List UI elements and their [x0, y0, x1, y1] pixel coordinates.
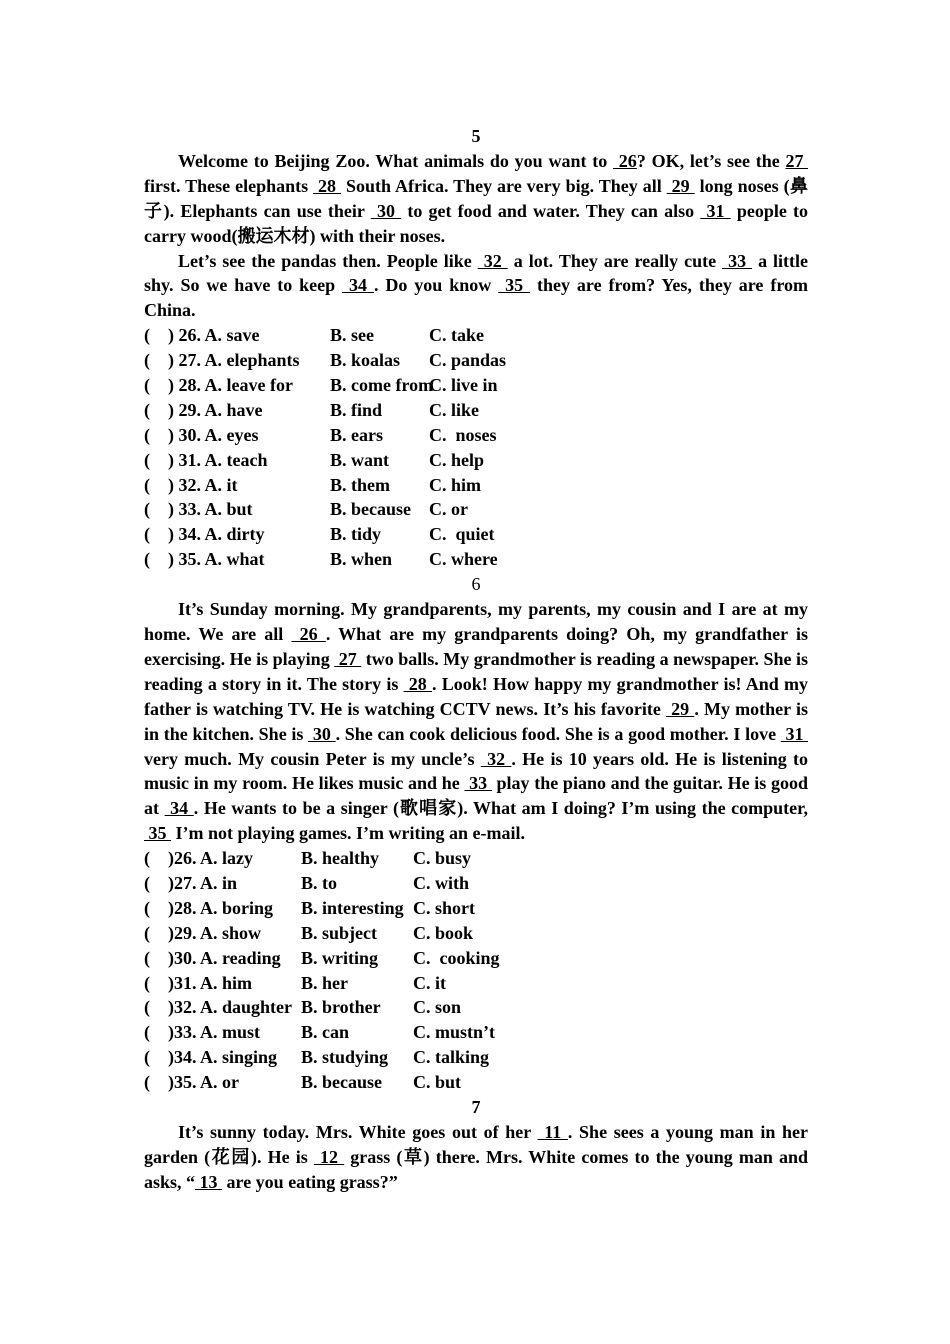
option-b: B. because [330, 499, 411, 520]
question-stem: ( )35. A. or [144, 1072, 239, 1093]
option-b: B. healthy [301, 848, 380, 869]
worksheet-page [144, 124, 808, 1195]
option-c: C. mustn’t [413, 1022, 496, 1043]
blank-number: 13 [195, 1171, 223, 1192]
passage-text: . She sees a young man in her garden (花园). He is [144, 1121, 808, 1167]
blank-number: 26 [613, 150, 637, 171]
option-c: C. like [429, 399, 480, 420]
passage-text: Welcome to Beijing Zoo. What animals do you want to [178, 150, 614, 171]
question-stem: ( ) 30. A. eyes [144, 424, 259, 445]
question-stem: ( ) 28. A. leave for [144, 375, 293, 396]
option-c: C. quiet [429, 524, 495, 545]
question-stem: ( ) 35. A. what [144, 549, 265, 570]
blank-number: 30 [370, 200, 402, 221]
passage-text: . Look! How happy my grandmother is! And my father is watching TV. He is watching CCTV news. It’s his favorite [144, 673, 808, 719]
question-stem: ( ) 27. A. elephants [144, 350, 300, 371]
section-5 [144, 124, 808, 572]
option-row [144, 1045, 808, 1070]
passage-text: are you eating grass?” [222, 1171, 398, 1192]
blank-number: 32 [477, 250, 508, 271]
blank-number: 34 [164, 798, 194, 819]
question-stem: ( ) 29. A. have [144, 399, 263, 420]
option-c: C. cooking [413, 947, 500, 968]
option-row [144, 473, 808, 498]
option-c: C. where [429, 549, 498, 570]
option-b: B. them [330, 474, 390, 495]
option-b: B. see [330, 325, 374, 346]
passage-text: ? OK, let’s see the [636, 150, 786, 171]
passage-text: to get food and water. They can also [401, 200, 701, 221]
question-stem: ( )31. A. him [144, 972, 252, 993]
passage-text: . He wants to be a singer (歌唱家). What am I doing? I’m using the computer, [193, 798, 808, 819]
option-row [144, 871, 808, 896]
option-row [144, 1020, 808, 1045]
question-stem: ( )26. A. lazy [144, 848, 253, 869]
option-b: B. when [330, 549, 393, 570]
option-row [144, 522, 808, 547]
passage-text: grass (草) there. Mrs. White comes to the young man and asks, “ [144, 1146, 809, 1192]
blank-number: 32 [480, 748, 512, 769]
question-stem: ( ) 31. A. teach [144, 449, 268, 470]
options-list [144, 846, 808, 1095]
blank-number: 28 [403, 673, 433, 694]
passage-text: very much. My cousin Peter is my uncle’s [144, 748, 481, 769]
options-list [144, 323, 808, 572]
passage-text: two balls. My grandmother is reading a newspaper. She is reading a story in it. The story is [144, 648, 808, 694]
blank-number: 12 [313, 1146, 345, 1167]
question-stem: ( )27. A. in [144, 873, 238, 894]
passage-text: a lot. They are really cute [507, 250, 723, 271]
blank-number: 29 [666, 698, 695, 719]
option-c: C. book [413, 922, 474, 943]
option-c: C. noses [429, 424, 497, 445]
section-number: 6 [471, 574, 481, 595]
option-c: C. help [429, 449, 485, 470]
option-row [144, 1070, 808, 1095]
passage-text: they are from? Yes, they are from China. [144, 275, 808, 321]
option-b: B. her [301, 972, 348, 993]
section-6 [144, 572, 808, 1095]
blank-number: 35 [144, 823, 171, 844]
option-row [144, 921, 808, 946]
option-b: B. to [301, 873, 337, 894]
section-7 [144, 1095, 808, 1195]
option-c: C. talking [413, 1047, 490, 1068]
option-b: B. find [330, 399, 383, 420]
passage-text: I’m not playing games. I’m writing an e-mail. [171, 823, 525, 844]
blank-number: 31 [780, 723, 808, 744]
passage-text: long noses (鼻子). Elephants can use their [144, 175, 809, 221]
question-stem: ( )28. A. boring [144, 897, 274, 918]
blank-number: 34 [342, 275, 374, 296]
option-b: B. want [330, 449, 390, 470]
question-stem: ( )29. A. show [144, 922, 262, 943]
passage-text: a little shy. So we have to keep [144, 250, 809, 296]
section-number: 7 [471, 1097, 481, 1118]
blank-number: 29 [666, 175, 695, 196]
option-c: C. take [429, 325, 484, 346]
blank-number: 26 [291, 623, 326, 644]
passage-text: South Africa. They are very big. They all [341, 175, 667, 196]
blank-number: 35 [498, 275, 531, 296]
question-stem: ( ) 26. A. save [144, 325, 260, 346]
blank-number: 31 [700, 200, 731, 221]
option-row [144, 423, 808, 448]
passage-text: . He is 10 years old. He is listening to music in my room. He likes music and he [144, 748, 809, 794]
option-row [144, 323, 808, 348]
option-b: B. interesting [301, 897, 404, 918]
passage-text: . She can cook delicious food. She is a good mother. I love [335, 723, 781, 744]
blank-number: 27 [785, 150, 809, 171]
option-row [144, 846, 808, 871]
option-row [144, 946, 808, 971]
option-b: B. tidy [330, 524, 382, 545]
passage-text: . What are my grandparents doing? Oh, my grandfather is exercising. He is playing [144, 623, 808, 669]
blank-number: 27 [334, 648, 362, 669]
passage-text: It’s sunny today. Mrs. White goes out of her [178, 1121, 538, 1142]
question-stem: ( )32. A. daughter [144, 997, 292, 1018]
passage-paragraph [144, 1120, 808, 1195]
option-b: B. because [301, 1072, 382, 1093]
passage-paragraph [144, 249, 808, 324]
question-stem: ( )33. A. must [144, 1022, 260, 1043]
option-c: C. it [413, 972, 446, 993]
passage-text: first. These elephants [144, 175, 314, 196]
passage-text: . Do you know [373, 275, 499, 296]
question-stem: ( ) 32. A. it [144, 474, 238, 495]
option-row [144, 398, 808, 423]
question-stem: ( ) 34. A. dirty [144, 524, 265, 545]
option-c: C. him [429, 474, 482, 495]
option-c: C. or [429, 499, 468, 520]
option-row [144, 373, 808, 398]
option-row [144, 448, 808, 473]
blank-number: 33 [722, 250, 753, 271]
option-b: B. studying [301, 1047, 389, 1068]
option-c: C. but [413, 1072, 462, 1093]
passage-text: . My mother is in the kitchen. She is [144, 698, 809, 744]
option-c: C. live in [429, 375, 498, 396]
option-b: B. koalas [330, 350, 401, 371]
option-b: B. come from [330, 375, 434, 396]
option-c: C. son [413, 997, 462, 1018]
option-b: B. ears [330, 424, 383, 445]
question-stem: ( ) 33. A. but [144, 499, 253, 520]
blank-number: 11 [537, 1121, 568, 1142]
option-row [144, 547, 808, 572]
option-row [144, 971, 808, 996]
blank-number: 33 [464, 773, 492, 794]
blank-number: 30 [308, 723, 336, 744]
section-number: 5 [471, 126, 481, 146]
blank-number: 28 [313, 175, 342, 196]
option-row [144, 497, 808, 522]
option-b: B. can [301, 1022, 350, 1043]
option-row [144, 995, 808, 1020]
option-c: C. short [413, 897, 475, 918]
option-b: B. subject [301, 922, 377, 943]
option-row [144, 348, 808, 373]
question-stem: ( )34. A. singing [144, 1047, 278, 1068]
option-b: B. brother [301, 997, 381, 1018]
option-b: B. writing [301, 947, 379, 968]
option-row [144, 896, 808, 921]
passage-paragraph [144, 597, 808, 846]
option-c: C. pandas [429, 350, 507, 371]
passage-text: Let’s see the pandas then. People like [178, 250, 478, 271]
passage-text: play the piano and the guitar. He is good at [144, 773, 808, 819]
option-c: C. busy [413, 848, 472, 869]
question-stem: ( )30. A. reading [144, 947, 281, 968]
passage-text: It’s Sunday morning. My grandparents, my parents, my cousin and I are at my home. We are all [144, 599, 808, 644]
passage-paragraph [144, 149, 808, 249]
passage-text: people to carry wood(搬运木材) with their noses. [144, 200, 809, 246]
option-c: C. with [413, 873, 470, 894]
